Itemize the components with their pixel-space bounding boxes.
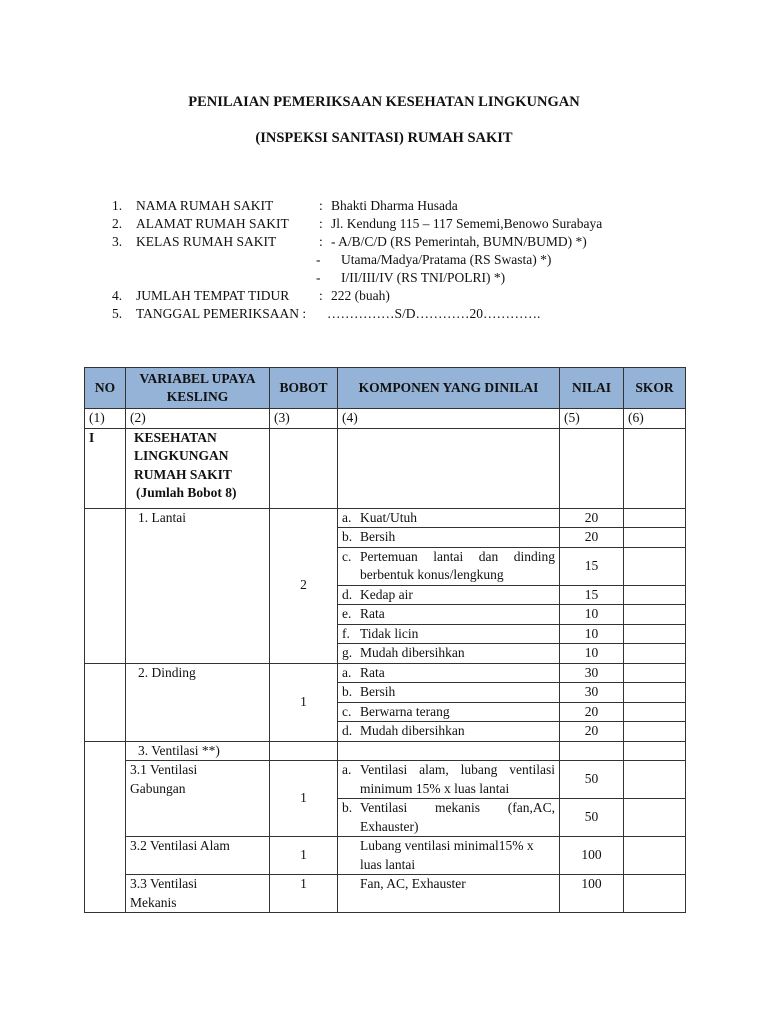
item-letter: b.: [342, 529, 353, 544]
nilai-value: 10: [560, 605, 624, 625]
nilai-value: 20: [560, 528, 624, 548]
hospital-class-option: I/II/III/IV (RS TNI/POLRI) *): [341, 270, 506, 285]
skor-cell: [624, 585, 686, 605]
skor-cell: [624, 702, 686, 722]
component-text: Tidak licin: [360, 625, 419, 641]
skor-cell: [624, 528, 686, 548]
table-header-row: [85, 368, 686, 409]
item-letter: a.: [342, 762, 352, 777]
info-num: 3.: [112, 234, 123, 249]
column-number: (6): [624, 409, 686, 429]
info-num: 4.: [112, 288, 123, 303]
component-text: Kedap air: [360, 586, 413, 602]
item-letter: f.: [342, 625, 350, 641]
bed-count: 222 (buah): [331, 288, 390, 303]
info-colon: :: [319, 288, 323, 303]
table-row: [85, 741, 686, 761]
item-letter: a.: [342, 509, 352, 525]
hospital-name: Bhakti Dharma Husada: [331, 198, 458, 213]
option-dash: -: [316, 252, 321, 267]
skor-cell: [624, 875, 686, 913]
skor-cell: [624, 547, 686, 585]
component-text: Ventilasi mekanis (fan,AC, Exhauster): [360, 800, 555, 834]
header-skor: SKOR: [624, 368, 686, 409]
option-dash: -: [316, 270, 321, 285]
header-komponen: KOMPONEN YANG DINILAI: [338, 368, 560, 409]
info-label: KELAS RUMAH SAKIT: [136, 234, 277, 249]
item-letter: g.: [342, 645, 353, 660]
skor-cell: [624, 605, 686, 625]
info-label: NAMA RUMAH SAKIT: [136, 198, 274, 213]
header-variabel: VARIABEL UPAYA KESLING: [126, 368, 270, 409]
section-number: I: [85, 428, 126, 508]
variable-ventilasi-mekanis: [126, 875, 270, 913]
nilai-value: 30: [560, 683, 624, 703]
column-number: (1): [85, 409, 126, 429]
table-row: [85, 663, 686, 683]
item-letter: c.: [342, 703, 352, 719]
table-row: [85, 875, 686, 913]
skor-cell: [624, 663, 686, 683]
header-no: NO: [85, 368, 126, 409]
variable-lantai: 1. Lantai: [126, 508, 270, 663]
section-title-cell: [126, 428, 270, 508]
variable-ventilasi: 3. Ventilasi **): [126, 741, 270, 761]
column-number: (3): [270, 409, 338, 429]
nilai-value: 30: [560, 663, 624, 683]
document-title: PENILAIAN PEMERIKSAAN KESEHATAN LINGKUNGAN: [188, 94, 580, 110]
component-text: Lubang ventilasi minimal15% x luas lantai: [360, 838, 534, 872]
component-text: Rata: [360, 664, 385, 680]
bobot-dinding: 1: [270, 663, 338, 741]
section-title: KESEHATAN LINGKUNGAN RUMAH SAKIT: [134, 429, 232, 482]
skor-cell: [624, 508, 686, 528]
nilai-value: 50: [560, 799, 624, 837]
skor-cell: [624, 722, 686, 742]
column-number: (2): [126, 409, 270, 429]
component-text: Kuat/Utuh: [360, 509, 417, 525]
nilai-value: 15: [560, 585, 624, 605]
bobot-gabungan: 1: [270, 761, 338, 837]
skor-cell: [624, 761, 686, 799]
nilai-value: 10: [560, 644, 624, 664]
component-text: Mudah dibersihkan: [360, 645, 465, 660]
section-row: [85, 428, 686, 508]
nilai-value: 20: [560, 508, 624, 528]
variable-dinding: 2. Dinding: [126, 663, 270, 741]
column-number: (5): [560, 409, 624, 429]
item-letter: e.: [342, 606, 352, 621]
variable-ventilasi-gabungan: [126, 761, 270, 837]
table-row: [85, 837, 686, 875]
table-row: [85, 761, 686, 799]
skor-cell: [624, 683, 686, 703]
component-text: Mudah dibersihkan: [360, 723, 465, 738]
variable-label: 3.3 Ventilasi Mekanis: [130, 876, 198, 910]
info-num: 5.: [112, 306, 123, 321]
hospital-address: Jl. Kendung 115 – 117 Sememi,Benowo Surabaya: [331, 216, 603, 231]
document-subtitle: (INSPEKSI SANITASI) RUMAH SAKIT: [255, 130, 513, 146]
header-nilai: NILAI: [560, 368, 624, 409]
skor-cell: [624, 644, 686, 664]
nilai-value: 20: [560, 702, 624, 722]
bobot-lantai: 2: [270, 508, 338, 663]
component-text: Berwarna terang: [360, 703, 450, 719]
item-letter: b.: [342, 684, 353, 699]
item-letter: b.: [342, 800, 353, 815]
item-letter: d.: [342, 723, 353, 738]
variable-label: 3.1 Ventilasi Gabungan: [130, 762, 198, 796]
component-text: Pertemuan lantai dan dinding berbentuk konus/lengkung: [360, 548, 555, 582]
component-text: Bersih: [360, 684, 396, 699]
nilai-value: 50: [560, 761, 624, 799]
info-colon: :: [319, 234, 323, 249]
nilai-value: 100: [560, 837, 624, 875]
nilai-value: 100: [560, 875, 624, 913]
bobot-mekanis: 1: [270, 875, 338, 913]
item-letter: c.: [342, 548, 352, 564]
skor-cell: [624, 624, 686, 644]
info-label: TANGGAL PEMERIKSAAN :: [136, 306, 307, 321]
nilai-value: 15: [560, 547, 624, 585]
bobot-alam: 1: [270, 837, 338, 875]
skor-cell: [624, 837, 686, 875]
component-text: Ventilasi alam, lubang ventilasi minimum 15% x luas lantai: [360, 762, 555, 796]
info-label: ALAMAT RUMAH SAKIT: [136, 216, 289, 231]
hospital-class-option: - A/B/C/D (RS Pemerintah, BUMN/BUMD) *): [331, 234, 587, 249]
assessment-table: [84, 367, 686, 913]
table-row: [85, 508, 686, 528]
nilai-value: 20: [560, 722, 624, 742]
column-number: (4): [338, 409, 560, 429]
info-colon: :: [319, 216, 323, 231]
column-number-row: [85, 409, 686, 429]
skor-cell: [624, 799, 686, 837]
inspection-date: ……………S/D…………20………….: [327, 306, 541, 321]
header-bobot: BOBOT: [270, 368, 338, 409]
variable-ventilasi-alam: 3.2 Ventilasi Alam: [126, 837, 270, 875]
info-num: 1.: [112, 198, 123, 213]
hospital-class-option: Utama/Madya/Pratama (RS Swasta) *): [341, 252, 552, 267]
item-letter: d.: [342, 586, 353, 602]
component-text: Bersih: [360, 529, 396, 544]
item-letter: a.: [342, 664, 352, 680]
info-label: JUMLAH TEMPAT TIDUR: [136, 288, 290, 303]
component-text: Rata: [360, 606, 385, 621]
info-num: 2.: [112, 216, 123, 231]
nilai-value: 10: [560, 624, 624, 644]
section-bobot-note: (Jumlah Bobot 8): [136, 485, 237, 500]
info-colon: :: [319, 198, 323, 213]
component-text: Fan, AC, Exhauster: [360, 876, 466, 891]
